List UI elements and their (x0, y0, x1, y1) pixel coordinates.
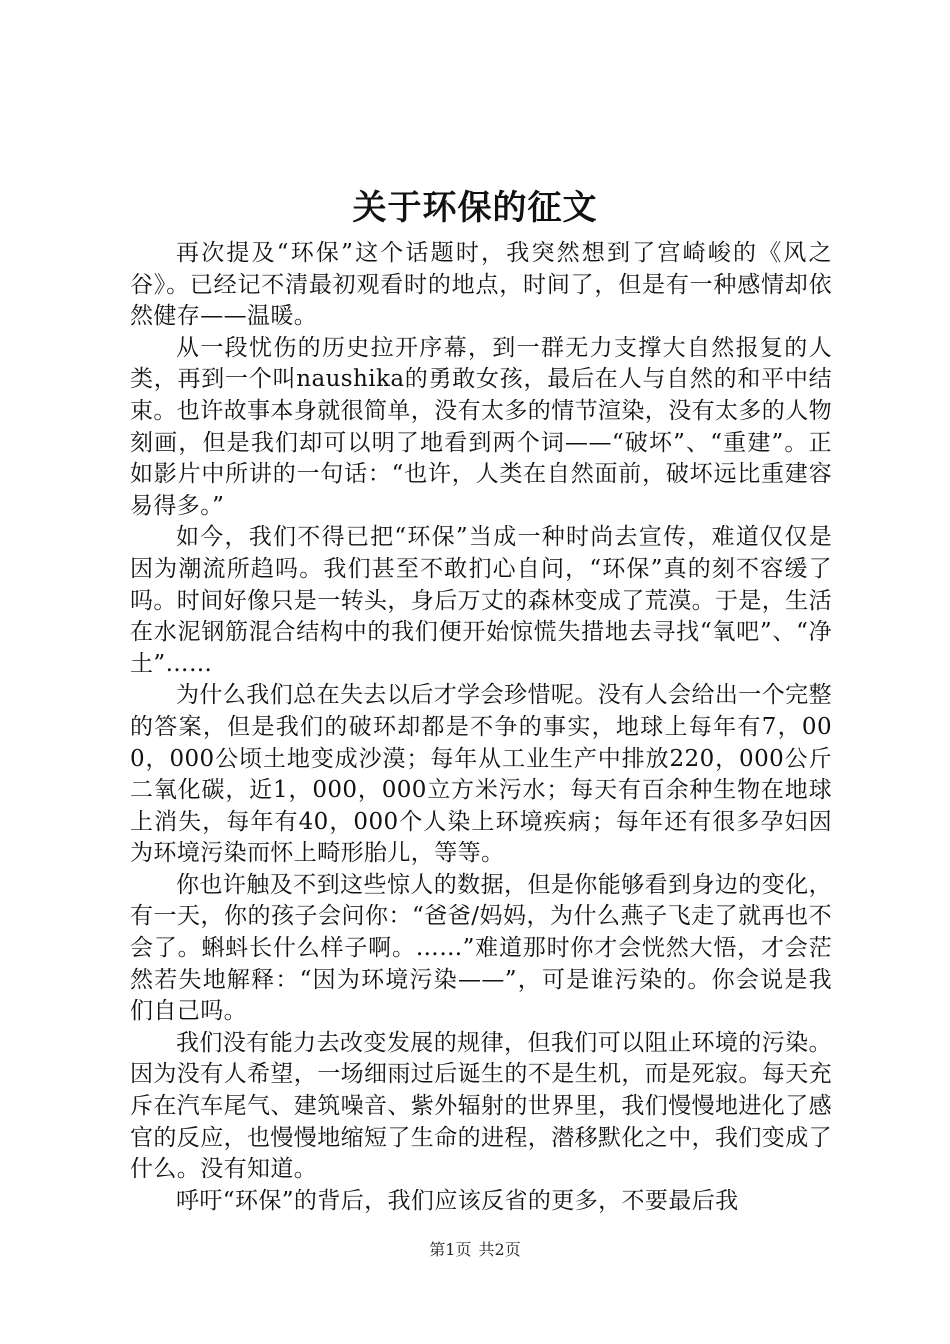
document-body (130, 238, 832, 1217)
paragraph: 从一段忧伤的历史拉开序幕，到一群无力支撑大自然报复的人类，再到一个叫naushika的勇敢女孩，最后在人与自然的和平中结束。也许故事本身就很简单，没有太多的情节渲染，没有太多的人物刻画，但是我们却可以明了地看到两个词——“破坏”、“重建”。正如影片中所讲的一句话：“也许，人类在自然面前，破坏远比重建容易得多。” (130, 334, 832, 519)
paragraph: 呼吁“环保”的背后，我们应该反省的更多，不要最后我 (176, 1187, 739, 1214)
paragraph: 再次提及“环保”这个话题时，我突然想到了宫崎峻的《风之谷》。已经记不清最初观看时的地点，时间了，但是有一种感情却依然健存——温暖。 (130, 240, 832, 330)
paragraph: 你也许触及不到这些惊人的数据，但是你能够看到身边的变化，有一天，你的孩子会问你：“爸爸/妈妈，为什么燕子飞走了就再也不会了。蝌蚪长什么样子啊。……”难道那时你才会恍然大悟，才会茫然若失地解释：“因为环境污染——”，可是谁污染的。你会说是我们自己吗。 (130, 871, 832, 1025)
page-number: 第1页 (429, 1240, 472, 1259)
document-title: 关于环保的征文 (352, 188, 598, 228)
page-footer (0, 1238, 950, 1262)
paragraph: 如今，我们不得已把“环保”当成一种时尚去宣传，难道仅仅是因为潮流所趋吗。我们甚至不敢扪心自问，“环保”真的刻不容缓了吗。时间好像只是一转头，身后万丈的森林变成了荒漠。于是，生活在水泥钢筋混合结构中的我们便开始惊慌失措地去寻找“氧吧”、“净土”…… (130, 524, 832, 677)
paragraph: 为什么我们总在失去以后才学会珍惜呢。没有人会给出一个完整的答案，但是我们的破环却都是不争的事实，地球上每年有7，000，000公顷土地变成沙漠；每年从工业生产中排放220，000公斤二氧化碳，近1，000，000立方米污水；每天有百余种生物在地球上消失，每年有40，000个人染上环境疾病；每年还有很多孕妇因为环境污染而怀上畸形胎儿，等等。 (130, 682, 832, 867)
page-total: 共2页 (478, 1240, 521, 1259)
paragraph: 我们没有能力去改变发展的规律，但我们可以阻止环境的污染。因为没有人希望，一场细雨过后诞生的不是生机，而是死寂。每天充斥在汽车尾气、建筑噪音、紫外辐射的世界里，我们慢慢地进化了感官的反应，也慢慢地缩短了生命的进程，潜移默化之中，我们变成了什么。没有知道。 (130, 1029, 832, 1183)
